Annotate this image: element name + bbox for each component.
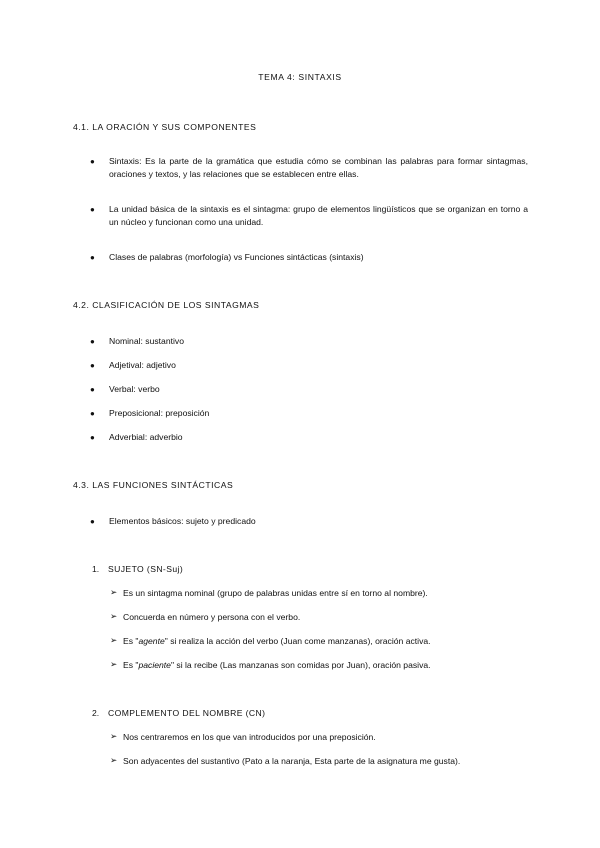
arrow-bullet-icon: ➢	[110, 755, 118, 765]
list-item-paciente: Es "paciente" si la recibe (Las manzanas son comidas por Juan), oración pasiva.	[123, 660, 431, 670]
list-item-elementos-basicos: Elementos básicos: sujeto y predicado	[109, 516, 256, 526]
list-number: 2.	[92, 708, 100, 718]
bullet-icon: ●	[90, 361, 95, 370]
bullet-icon: ●	[90, 157, 95, 166]
list-item-preposicion: Nos centraremos en los que van introducidos por una preposición.	[123, 732, 376, 742]
arrow-bullet-icon: ➢	[110, 731, 118, 741]
list-item-adjetival: Adjetival: adjetivo	[109, 360, 176, 370]
section-heading-4-1: 4.1. LA ORACIÓN Y SUS COMPONENTES	[73, 122, 257, 132]
list-item-sintaxis: Sintaxis: Es la parte de la gramática que estudia cómo se combinan las palabras para formar sintagmas, oraciones y textos, y las relaciones que se establecen entre ellas.	[109, 156, 528, 179]
list-item-concuerda: Concuerda en número y persona con el verbo.	[123, 612, 301, 622]
bullet-icon: ●	[90, 409, 95, 418]
arrow-bullet-icon: ➢	[110, 659, 118, 669]
arrow-bullet-icon: ➢	[110, 635, 118, 645]
list-number: 1.	[92, 564, 100, 574]
list-item-preposicional: Preposicional: preposición	[109, 408, 210, 418]
bullet-icon: ●	[90, 517, 95, 526]
bullet-icon: ●	[90, 205, 95, 214]
bullet-icon: ●	[90, 337, 95, 346]
list-item-sujeto-sn: Es un sintagma nominal (grupo de palabras unidas entre sí en torno al nombre).	[123, 588, 428, 598]
list-item-verbal: Verbal: verbo	[109, 384, 160, 394]
bullet-icon: ●	[90, 433, 95, 442]
list-item-nominal: Nominal: sustantivo	[109, 336, 184, 346]
bullet-icon: ●	[90, 253, 95, 262]
subheading-complemento-nombre: COMPLEMENTO DEL NOMBRE (CN)	[108, 708, 266, 718]
page-title: TEMA 4: SINTAXIS	[258, 72, 342, 82]
arrow-bullet-icon: ➢	[110, 611, 118, 621]
section-heading-4-3: 4.3. LAS FUNCIONES SINTÁCTICAS	[73, 480, 234, 490]
list-item-adverbial: Adverbial: adverbio	[109, 432, 183, 442]
section-heading-4-2: 4.2. CLASIFICACIÓN DE LOS SINTAGMAS	[73, 300, 260, 310]
list-item-clases: Clases de palabras (morfología) vs Funciones sintácticas (sintaxis)	[109, 252, 364, 262]
bullet-icon: ●	[90, 385, 95, 394]
arrow-bullet-icon: ➢	[110, 587, 118, 597]
list-item-sintagma: La unidad básica de la sintaxis es el sintagma: grupo de elementos lingüísticos que se organizan en torno a un núcleo y funcionan como una unidad.	[109, 204, 528, 227]
list-item-adyacentes: Son adyacentes del sustantivo (Pato a la naranja, Esta parte de la asignatura me gusta).	[123, 756, 461, 766]
subheading-sujeto: SUJETO (SN-Suj)	[108, 564, 184, 574]
list-item-agente: Es "agente" si realiza la acción del verbo (Juan come manzanas), oración activa.	[123, 636, 431, 646]
